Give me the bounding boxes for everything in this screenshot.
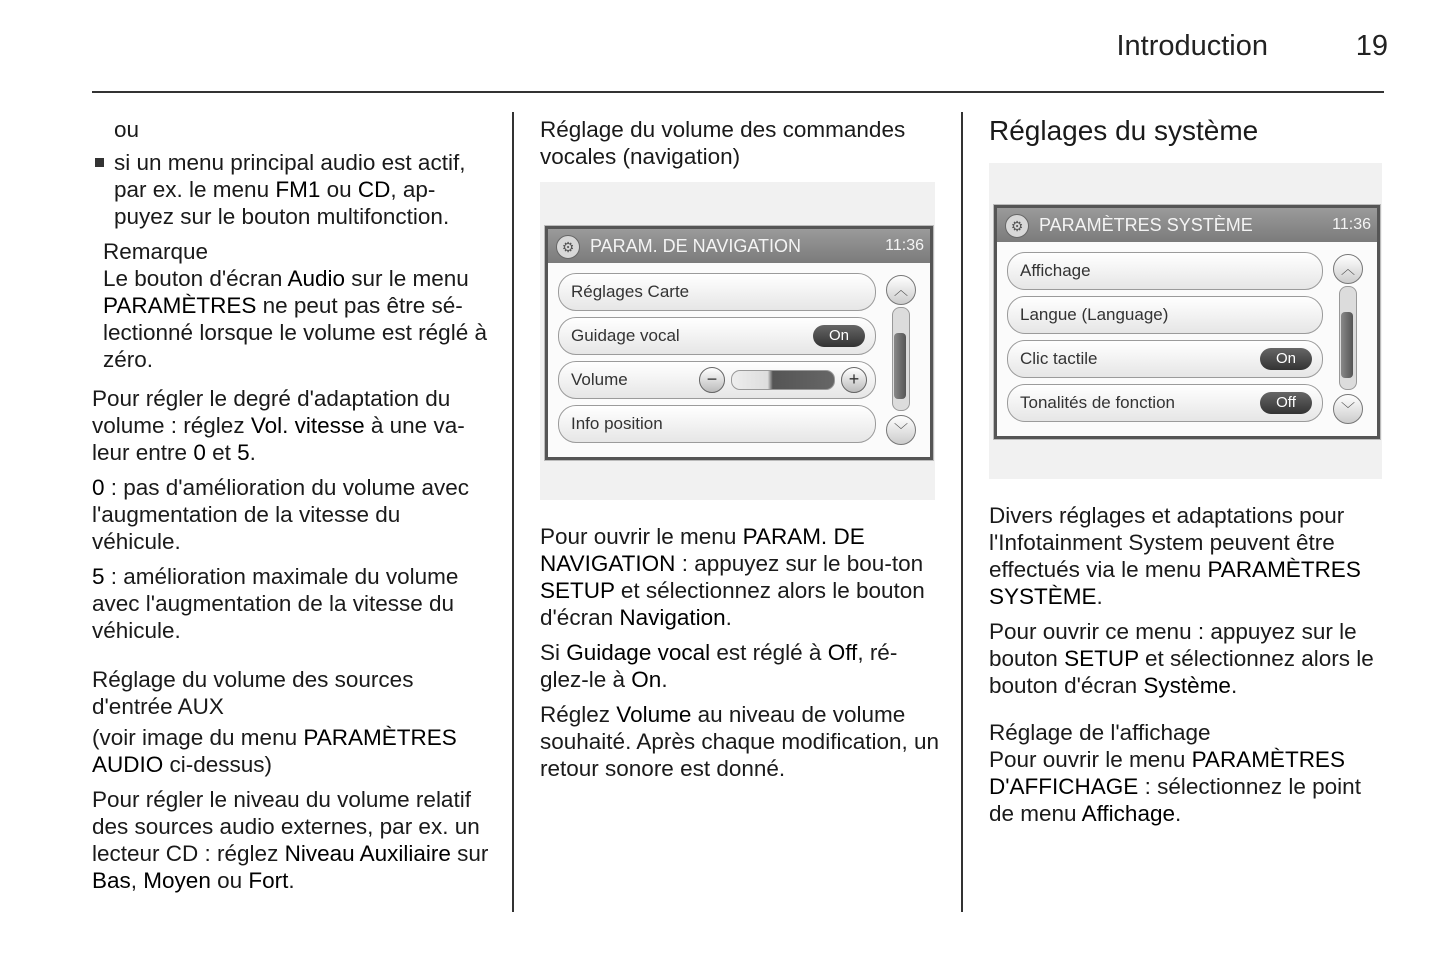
paragraph-adaptation: Pour régler le degré d'adaptation du volume : réglez Vol. vitesse à une va-leur entre 0 et 5. <box>92 386 465 465</box>
note-title: Remarque <box>103 239 209 264</box>
system-screen-title: PARAMÈTRES SYSTÈME <box>1039 215 1253 235</box>
menu-item-voice-guidance[interactable]: Guidage vocal On <box>558 317 876 355</box>
note-block <box>92 238 492 373</box>
scroll-thumb[interactable] <box>1341 312 1353 378</box>
paragraph-voice-guidance: Si Guidage vocal est réglé à Off, ré-glez-le à On. <box>540 640 898 692</box>
bullet-square-icon <box>95 158 104 167</box>
subheading-display-settings: Réglage de l'affichage <box>989 720 1211 745</box>
menu-item-map-settings[interactable]: Réglages Carte <box>558 273 876 311</box>
clock-time: 11:36 <box>885 237 924 254</box>
scroll-down-arrow-icon[interactable]: ﹀ <box>1333 394 1363 424</box>
paragraph-system-intro: Divers réglages et adaptations pour l'Infotainment System peuvent être effectués via le menu PARAMÈTRES SYSTÈME. <box>989 503 1361 609</box>
menu-item-function-tones[interactable]: Tonalités de fonction Off <box>1007 384 1323 422</box>
section-heading-system-settings: Réglages du système <box>989 115 1259 146</box>
nav-screen-titlebar <box>548 229 930 263</box>
volume-plus-button[interactable]: + <box>841 367 867 393</box>
paragraph-see-image: (voir image du menu PARAMÈTRES AUDIO ci-dessus) <box>92 725 457 777</box>
system-screen-titlebar <box>997 208 1377 242</box>
page-number: 19 <box>1355 30 1388 62</box>
column-2-text <box>540 523 940 790</box>
paragraph-open-display-menu: Pour ouvrir le menu PARAMÈTRES D'AFFICHAGE : sélectionnez le point de menu Affichage. <box>989 747 1361 826</box>
settings-gear-icon: ⚙ <box>1005 214 1029 238</box>
page-header-title: Introduction <box>1116 30 1268 62</box>
menu-item-volume[interactable]: Volume − + <box>558 361 876 399</box>
paragraph-aux-level: Pour régler le niveau du volume relatif des sources audio externes, par ex. un lecteur CD : réglez Niveau Auxiliaire sur Bas, Moyen ou Fort. <box>92 787 489 893</box>
column-divider-1 <box>512 112 514 912</box>
volume-slider[interactable] <box>731 370 835 390</box>
paragraph-open-nav-menu: Pour ouvrir le menu PARAM. DE NAVIGATION : appuyez sur le bou-ton SETUP et sélectionnez alors le bouton d'écran Navigation. <box>540 524 925 630</box>
column-divider-2 <box>961 112 963 912</box>
paragraph-set-volume: Réglez Volume au niveau de volume souhaité. Après chaque modification, un retour sonore est donné. <box>540 702 940 781</box>
note-text: Le bouton d'écran Audio sur le menu PARAMÈTRES ne peut pas être sé-lectionné lorsque le volume est réglé à zéro. <box>103 266 487 372</box>
column-2 <box>540 116 940 170</box>
scroll-up-arrow-icon[interactable]: ︿ <box>886 275 916 305</box>
menu-item-language[interactable]: Langue (Language) <box>1007 296 1323 334</box>
menu-item-display[interactable]: Affichage <box>1007 252 1323 290</box>
nav-screen-title: PARAM. DE NAVIGATION <box>590 236 802 256</box>
touch-click-toggle[interactable]: On <box>1260 348 1312 370</box>
paragraph-level-5: 5 : amélioration maximale du volume avec l'augmentation de la vitesse du véhicule. <box>92 564 459 643</box>
nav-scrollbar[interactable] <box>886 273 916 445</box>
menu-item-position-info[interactable]: Info position <box>558 405 876 443</box>
nav-settings-screen <box>545 226 933 460</box>
scroll-down-arrow-icon[interactable]: ﹀ <box>886 415 916 445</box>
system-scrollbar[interactable] <box>1333 252 1363 424</box>
clock-time: 11:36 <box>1332 216 1371 233</box>
subheading-aux: Réglage du volume des sources d'entrée AUX <box>92 667 414 719</box>
paragraph-level-0: 0 : pas d'amélioration du volume avec l'augmentation de la vitesse du véhicule. <box>92 475 470 554</box>
column-3-text <box>989 502 1389 835</box>
column-1 <box>92 116 492 902</box>
header-divider <box>92 91 1384 93</box>
menu-item-touch-click[interactable]: Clic tactile On <box>1007 340 1323 378</box>
scroll-thumb[interactable] <box>894 333 906 399</box>
function-tones-toggle[interactable]: Off <box>1260 392 1312 414</box>
settings-gear-icon: ⚙ <box>556 235 580 259</box>
subheading-voice-volume: Réglage du volume des commandes vocales (navigation) <box>540 117 906 169</box>
scroll-up-arrow-icon[interactable]: ︿ <box>1333 254 1363 284</box>
or-text: ou <box>114 117 140 142</box>
paragraph-open-system-menu: Pour ouvrir ce menu : appuyez sur le bouton SETUP et sélectionnez alors le bouton d'écran Système. <box>989 619 1374 698</box>
column-3 <box>989 114 1389 148</box>
system-settings-screen <box>994 205 1380 439</box>
bullet-item: si un menu principal audio est actif, par ex. le menu FM1 ou CD, ap-puyez sur le bouton multifonction. <box>92 149 492 230</box>
volume-minus-button[interactable]: − <box>699 367 725 393</box>
voice-guidance-toggle[interactable]: On <box>813 325 865 347</box>
